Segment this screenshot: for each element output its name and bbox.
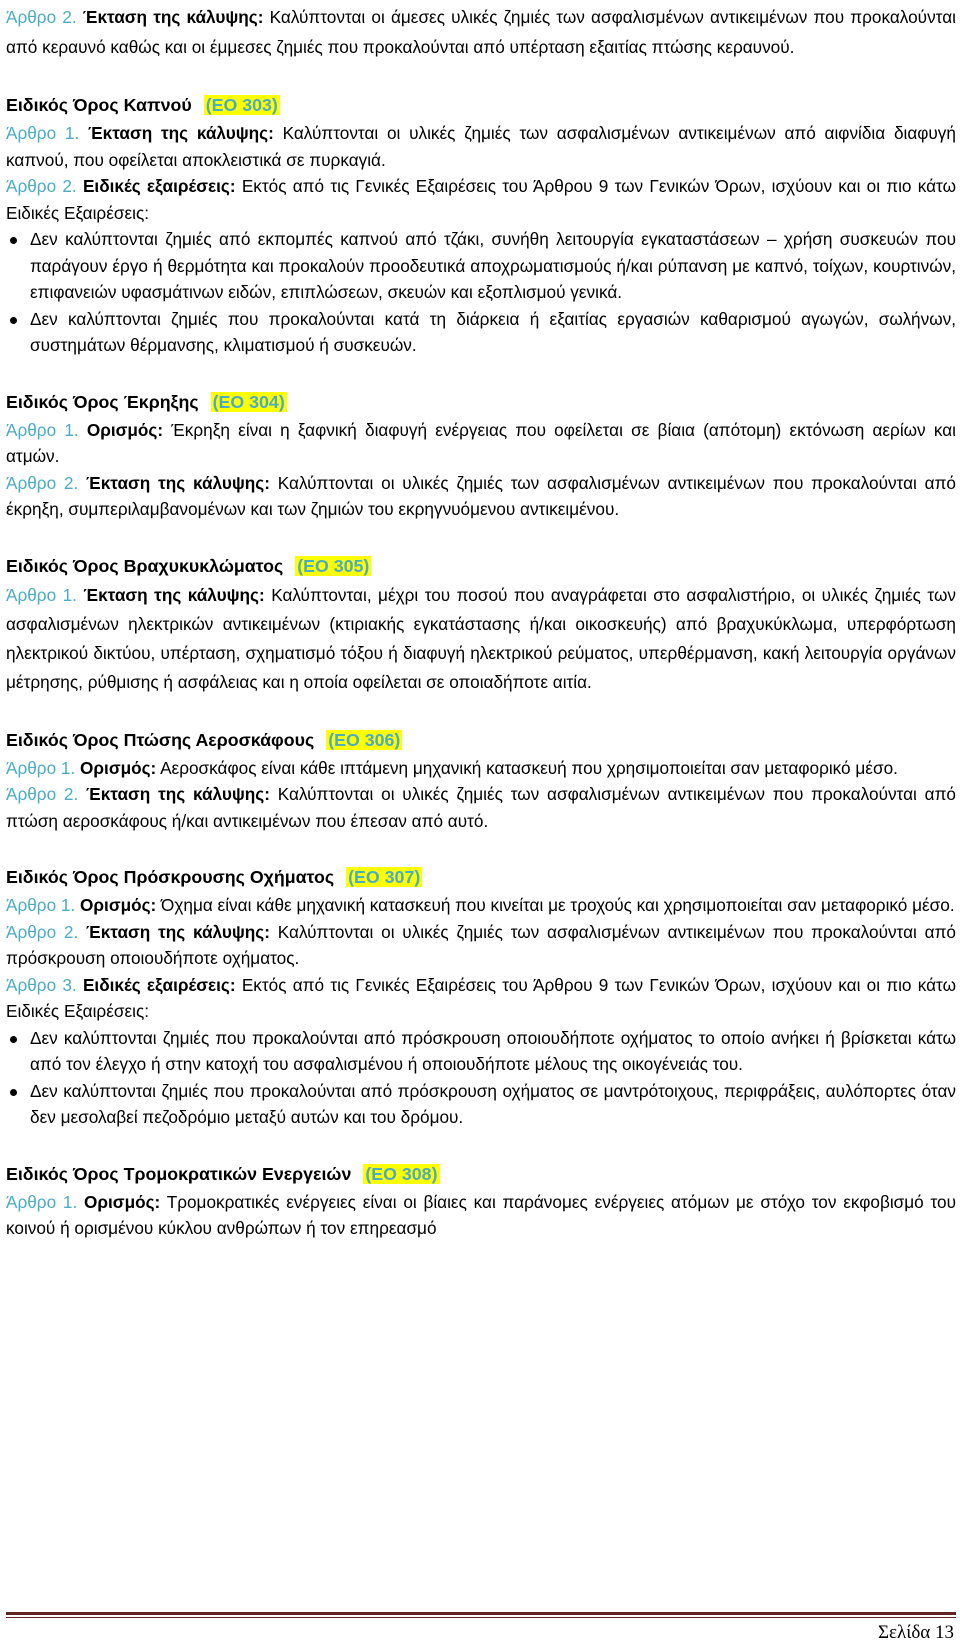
section-heading xyxy=(6,90,956,120)
article-title: Έκταση της κάλυψης: xyxy=(86,472,270,493)
article-number: Άρθρο 1. xyxy=(6,895,76,915)
bullet-dot-icon xyxy=(10,1089,17,1096)
article-text: Καλύπτονται οι άμεσες υλικές ζημιές των ασφαλισμένων αντικειμένων που προκαλούνται από κεραυνό καθώς και οι έμμεσες ζημιές που προκαλούνται από υπέρταση εξαιτίας πτώσης κεραυνού. xyxy=(6,7,956,57)
bullet-item xyxy=(6,226,956,306)
section-heading xyxy=(6,725,956,755)
footer-rule xyxy=(6,1612,956,1615)
article-title: Έκταση της κάλυψης: xyxy=(82,7,264,27)
section-code-badge: (ΕΟ 308) xyxy=(365,1163,438,1184)
document-page xyxy=(6,0,956,1242)
article-number: Άρθρο 1. xyxy=(6,757,76,778)
article-paragraph xyxy=(6,892,956,919)
article-title: Ειδικές εξαιρέσεις: xyxy=(82,974,236,995)
article-text: Όχημα είναι κάθε μηχανική κατασκευή που κινείται με τροχούς και χρησιμοποιείται σαν μεταφορικό μέσο. xyxy=(161,895,955,915)
section-heading xyxy=(6,1159,956,1189)
section-code-badge: (ΕΟ 305) xyxy=(297,555,370,576)
section-heading-text: Ειδικός Όρος Καπνού xyxy=(6,95,192,115)
bullet-text: Δεν καλύπτονται ζημιές από εκπομπές καπνού από τζάκι, συνήθη λειτουργία εγκαταστάσεων – χρήση συσκευών που παράγουν έργο ή θερμότητα και προκαλούν προοδευτικά αποχρωματισμούς ή/και ρύπανση με καπνό, τοίχων, κουρτινών, επιφανειών υφασμάτινων ειδών, επιπλώσεων, σκευών και εξοπλισμού γενικά. xyxy=(30,229,956,302)
section-code-badge: (ΕΟ 306) xyxy=(328,729,401,750)
section-code-badge: (ΕΟ 307) xyxy=(348,867,421,887)
bullet-item xyxy=(6,306,956,359)
article-title: Ορισμός: xyxy=(80,895,157,915)
article-text: Τρομοκρατικές ενέργειες είναι οι βίαιες και παράνομες ενέργειες ατόμων με στόχο τον εκφοβισμό του κοινού ή ορισμένου κύκλου ανθρώπων ή τον επηρεασμό xyxy=(6,1191,956,1238)
footer-rule-thin xyxy=(6,1617,956,1618)
article-number: Άρθρο 3. xyxy=(6,974,77,995)
article-paragraph xyxy=(6,173,956,226)
article-paragraph xyxy=(6,755,956,782)
article-paragraph xyxy=(6,919,956,972)
article-number: Άρθρο 2. xyxy=(6,7,77,27)
article-number: Άρθρο 1. xyxy=(6,123,80,143)
article-number: Άρθρο 1. xyxy=(6,1191,78,1212)
section-heading-text: Ειδικός Όρος Πρόσκρουσης Οχήματος xyxy=(6,867,335,887)
section-heading-text: Ειδικός Όρος Πτώσης Αεροσκάφους xyxy=(6,729,315,750)
article-title: Ειδικές εξαιρέσεις: xyxy=(82,176,236,196)
article-paragraph xyxy=(6,781,956,834)
article-paragraph xyxy=(6,417,956,470)
article-text: Αεροσκάφος είναι κάθε ιπτάμενη μηχανική κατασκευή που χρησιμοποιείται σαν μεταφορικό μέσο. xyxy=(160,757,898,778)
intro-paragraph xyxy=(6,2,956,62)
sections-container xyxy=(6,90,956,1242)
section-code-badge: (ΕΟ 304) xyxy=(212,391,285,412)
article-text: Καλύπτονται οι υλικές ζημιές των ασφαλισμένων αντικειμένων που προκαλούνται από πρόσκρουση οποιουδήποτε οχήματος. xyxy=(6,921,956,968)
section-heading-text: Ειδικός Όρος Έκρηξης xyxy=(6,391,199,412)
article-text: Καλύπτονται οι υλικές ζημιές των ασφαλισμένων αντικειμένων από αιφνίδια διαφυγή καπνού, που οφείλεται αποκλειστικά σε πυρκαγιά. xyxy=(6,123,956,170)
article-number: Άρθρο 2. xyxy=(6,176,77,196)
bullet-dot-icon xyxy=(10,237,17,244)
article-title: Έκταση της κάλυψης: xyxy=(87,123,274,143)
article-text: Εκτός από τις Γενικές Εξαιρέσεις του Άρθρου 9 των Γενικών Όρων, ισχύουν και οι πιο κάτω Ειδικές Εξαιρέσεις: xyxy=(6,974,956,1021)
bullet-text: Δεν καλύπτονται ζημιές που προκαλούνται κατά τη διάρκεια ή εξαιτίας εργασιών καθαρισμού αγωγών, σωλήνων, συστημάτων θέρμανσης, κλιματισμού ή συσκευών. xyxy=(30,308,956,355)
article-number: Άρθρο 1. xyxy=(6,419,79,440)
article-paragraph xyxy=(6,1189,956,1242)
article-number: Άρθρο 2. xyxy=(6,921,79,942)
article-title: Ορισμός: xyxy=(80,757,157,778)
article-title: Έκταση της κάλυψης: xyxy=(86,921,270,942)
page-number: Σελίδα 13 xyxy=(877,1622,954,1643)
article-title: Ορισμός: xyxy=(84,1191,161,1212)
bullet-item xyxy=(6,1025,956,1078)
bullet-item xyxy=(6,1078,956,1131)
article-text: Εκτός από τις Γενικές Εξαιρέσεις του Άρθρου 9 των Γενικών Όρων, ισχύουν και οι πιο κάτω Ειδικές Εξαιρέσεις: xyxy=(6,176,956,223)
article-title: Έκταση της κάλυψης: xyxy=(86,784,270,804)
article-text: Καλύπτονται οι υλικές ζημιές των ασφαλισμένων αντικειμένων που προκαλούνται από πτώση αεροσκάφους ή/και αντικειμένων που έπεσαν από αυτό. xyxy=(6,784,956,831)
section-heading xyxy=(6,551,956,581)
article-number: Άρθρο 2. xyxy=(6,472,79,493)
article-title: Ορισμός: xyxy=(86,419,164,440)
article-number: Άρθρο 1. xyxy=(6,584,77,605)
article-text: Καλύπτονται, μέχρι του ποσού που αναγράφεται στο ασφαλιστήριο, οι υλικές ζημιές των ασφαλισμένων ηλεκτρικών αντικειμένων (κτιριακής εγκατάστασης ή/και οικοσκευής) από βραχυκύκλωμα, υπερφόρτωση ηλεκτρικού δικτύου, υπέρταση, σχηματισμό τόξου ή διαφυγή ηλεκτρικού ρεύματος, υπερθέρμανση, κακή λειτουργία οργάνων μέτρησης, ρύθμισης ή ασφάλειας και η οποία οφείλεται σε οποιαδήποτε αιτία. xyxy=(6,584,956,692)
bullet-text: Δεν καλύπτονται ζημιές που προκαλούνται από πρόσκρουση οχήματος σε μαντρότοιχους, περιφράξεις, αυλόπορτες όταν δεν μεσολαβεί πεζοδρόμιο μεταξύ αυτών και του δρόμου. xyxy=(30,1080,956,1127)
bullet-dot-icon xyxy=(10,1036,17,1043)
article-title: Έκταση της κάλυψης: xyxy=(83,584,265,605)
bullet-text: Δεν καλύπτονται ζημιές που προκαλούνται από πρόσκρουση οποιουδήποτε οχήματος το οποίο ανήκει ή βρίσκεται κάτω από τον έλεγχο ή στην κατοχή του ασφαλισμένου ή οποιουδήποτε μέλους της οικογένειάς του. xyxy=(30,1027,956,1074)
section-heading-text: Ειδικός Όρος Βραχυκυκλώματος xyxy=(6,555,284,576)
article-paragraph xyxy=(6,120,956,173)
section-heading xyxy=(6,387,956,417)
section-heading-text: Ειδικός Όρος Τρομοκρατικών Ενεργειών xyxy=(6,1163,352,1184)
article-paragraph xyxy=(6,470,956,523)
bullet-dot-icon xyxy=(10,317,17,324)
section-heading xyxy=(6,862,956,892)
article-paragraph xyxy=(6,972,956,1025)
article-paragraph xyxy=(6,581,956,697)
article-text: Καλύπτονται οι υλικές ζημιές των ασφαλισμένων αντικειμένων που προκαλούνται από έκρηξη, συμπεριλαμβανομένων και των ζημιών του εκρηγνυόμενου αντικειμένου. xyxy=(6,472,956,519)
section-code-badge: (ΕΟ 303) xyxy=(205,95,278,115)
article-number: Άρθρο 2. xyxy=(6,784,79,804)
article-text: Έκρηξη είναι η ξαφνική διαφυγή ενέργειας που οφείλεται σε βίαια (απότομη) εκτόνωση αερίων και ατμών. xyxy=(6,419,956,466)
